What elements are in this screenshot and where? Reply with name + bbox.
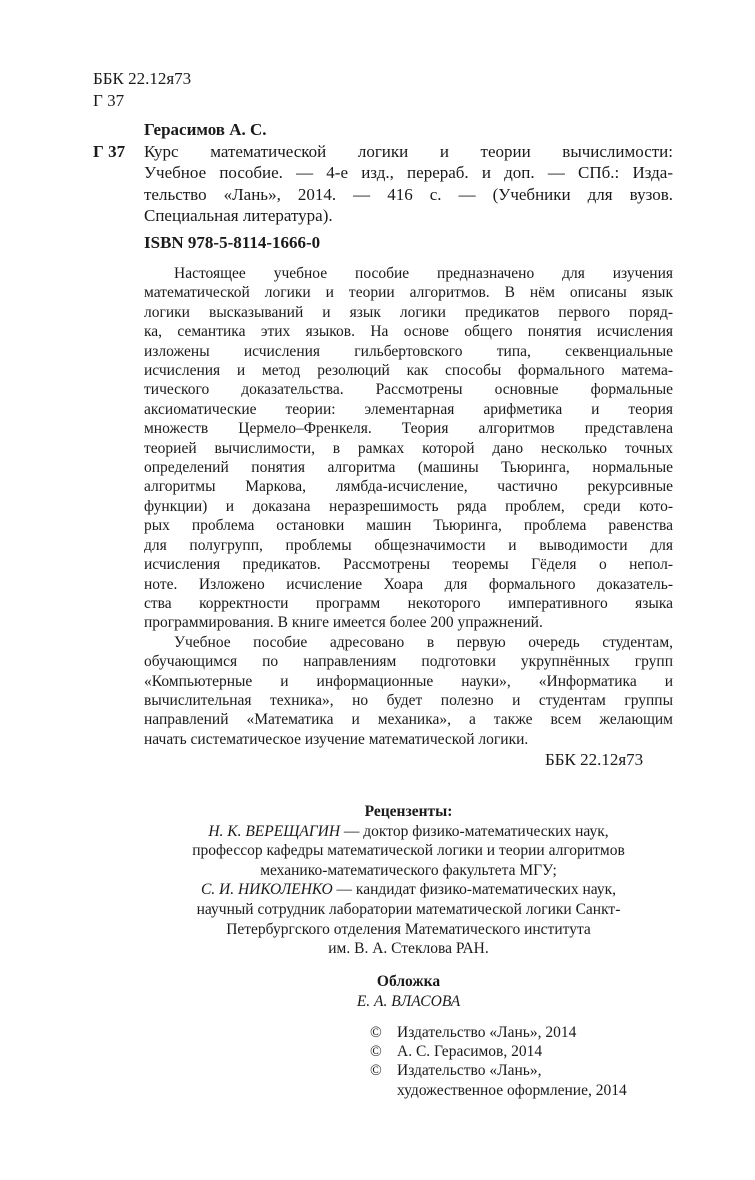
copyright-icon: © [370,1043,382,1061]
reviewers-heading: Рецензенты: [364,803,453,820]
book-title [93,141,673,227]
abstract-line: исчисления и метод резолюций как способы формального матема- [144,362,673,380]
title-line: тельство «Лань», 2014. — 416 с. — (Учебники для вузов. [144,184,673,204]
abstract-line: математической логики и теории алгоритмов. В нём описаны язык [144,284,673,302]
reviewers-section [144,802,673,959]
abstract-line: ка, семантика этих языков. На основе общего понятия исчисления [144,323,673,341]
copyright-icon: © [370,1062,382,1080]
reviewer-1-line: механико-математического факультета МГУ; [260,861,557,879]
abstract-line: функции) и доказана неразрешимость ряда проблем, среди кото- [144,497,673,515]
reviewer-2-line: им. В. А. Стеклова РАН. [328,940,489,958]
cover-credit [144,972,673,1011]
abstract-line: алгоритмы Маркова, лямбда-исчисление, частично рекурсивные [144,478,673,496]
copyright-row [370,1023,627,1042]
abstract-line: для полугрупп, проблемы общезначимости и выводимости для [144,536,673,554]
bbk-code-footer: ББК 22.12я73 [545,750,644,769]
abstract-line: Настоящее учебное пособие предназначено для изучения [174,265,673,282]
abstract-line: программирования. В книге имеется более 200 упражнений. [144,614,543,632]
reviewer-2-name: С. И. НИКОЛЕНКО [200,881,333,899]
cover-designer-name: Е. А. ВЛАСОВА [356,992,461,1010]
reviewer-1 [144,822,673,842]
abstract-line: начать систематическое изучение математической логики. [144,730,529,748]
abstract [144,264,673,749]
abstract-line: «Компьютерные и информационные науки», «Информатика и [144,672,673,690]
bbk-code: ББК 22.12я73 [93,69,192,88]
reviewer-1-name: Н. К. ВЕРЕЩАГИН [208,822,341,840]
abstract-line: вычислительная техника», но будет полезно и студентам группы [144,691,673,709]
reviewer-2 [144,880,673,900]
reviewer-1-line: профессор кафедры математической логики и теории алгоритмов [192,842,625,860]
author-mark: Г 37 [93,91,125,110]
copyright-line: А. С. Герасимов, 2014 [397,1043,543,1061]
bbk-code-block [93,68,191,112]
copyright-block [370,1023,627,1100]
title-line: Специальная литература). [144,206,333,225]
abstract-line: Учебное пособие адресовано в первую очередь студентам, [174,633,673,651]
abstract-line: направлений «Математика и механика», а также всем желающим [144,711,673,729]
copyright-line: художественное оформление, 2014 [397,1081,627,1099]
isbn: ISBN 978-5-8114-1666-0 [144,233,321,252]
abstract-line: изложены исчисления гильбертовского типа, секвенциальные [144,342,673,360]
abstract-line: обучающимся по направлениям подготовки укрупнённых групп [144,653,673,671]
author-mark-label: Г 37 [93,141,126,161]
title-line: Учебное пособие. — 4-е изд., перераб. и доп. — СПб.: Изда- [144,163,673,182]
title-line: Курс математической логики и теории вычислимости: [144,141,673,161]
abstract-line: определений понятия алгоритма (машины Тьюринга, нормальные [144,459,673,477]
abstract-line: теорией вычислимости, в рамках которой дано несколько точных [144,439,673,457]
copyright-row [370,1042,627,1061]
copyright-icon: © [370,1024,382,1041]
abstract-line: рых проблема остановки машин Тьюринга, проблема равенства [144,517,673,535]
abstract-line: логики высказываний и язык логики предикатов первого поряд- [144,303,673,321]
reviewer-2-line: Петербургского отделения Математического института [226,920,591,938]
abstract-line: ства корректности программ некоторого императивного языка [144,594,673,612]
copyright-line: Издательство «Лань», 2014 [397,1024,577,1041]
copyright-line: Издательство «Лань», [397,1062,542,1080]
abstract-line: ноте. Изложено исчисление Хоара для формального доказатель- [144,575,673,593]
abstract-line: исчисления предикатов. Рассмотрены теоремы Гёделя о непол- [144,556,673,574]
reviewer-2-line: — кандидат физико-математических наук, [332,881,617,899]
author-name: Герасимов А. С. [144,120,267,139]
copyright-row [370,1061,627,1080]
reviewer-2-line: научный сотрудник лаборатории математической логики Санкт- [196,900,621,918]
bibliographic-record [93,119,673,227]
reviewer-1-line: — доктор физико-математических наук, [340,822,609,840]
abstract-line: множеств Цермело–Френкеля. Теория алгоритмов представлена [144,420,673,438]
abstract-line: тического доказательства. Рассмотрены основные формальные [144,381,673,399]
abstract-line: аксиоматические теории: элементарная арифметика и теория [144,400,673,418]
cover-heading: Обложка [376,973,441,990]
